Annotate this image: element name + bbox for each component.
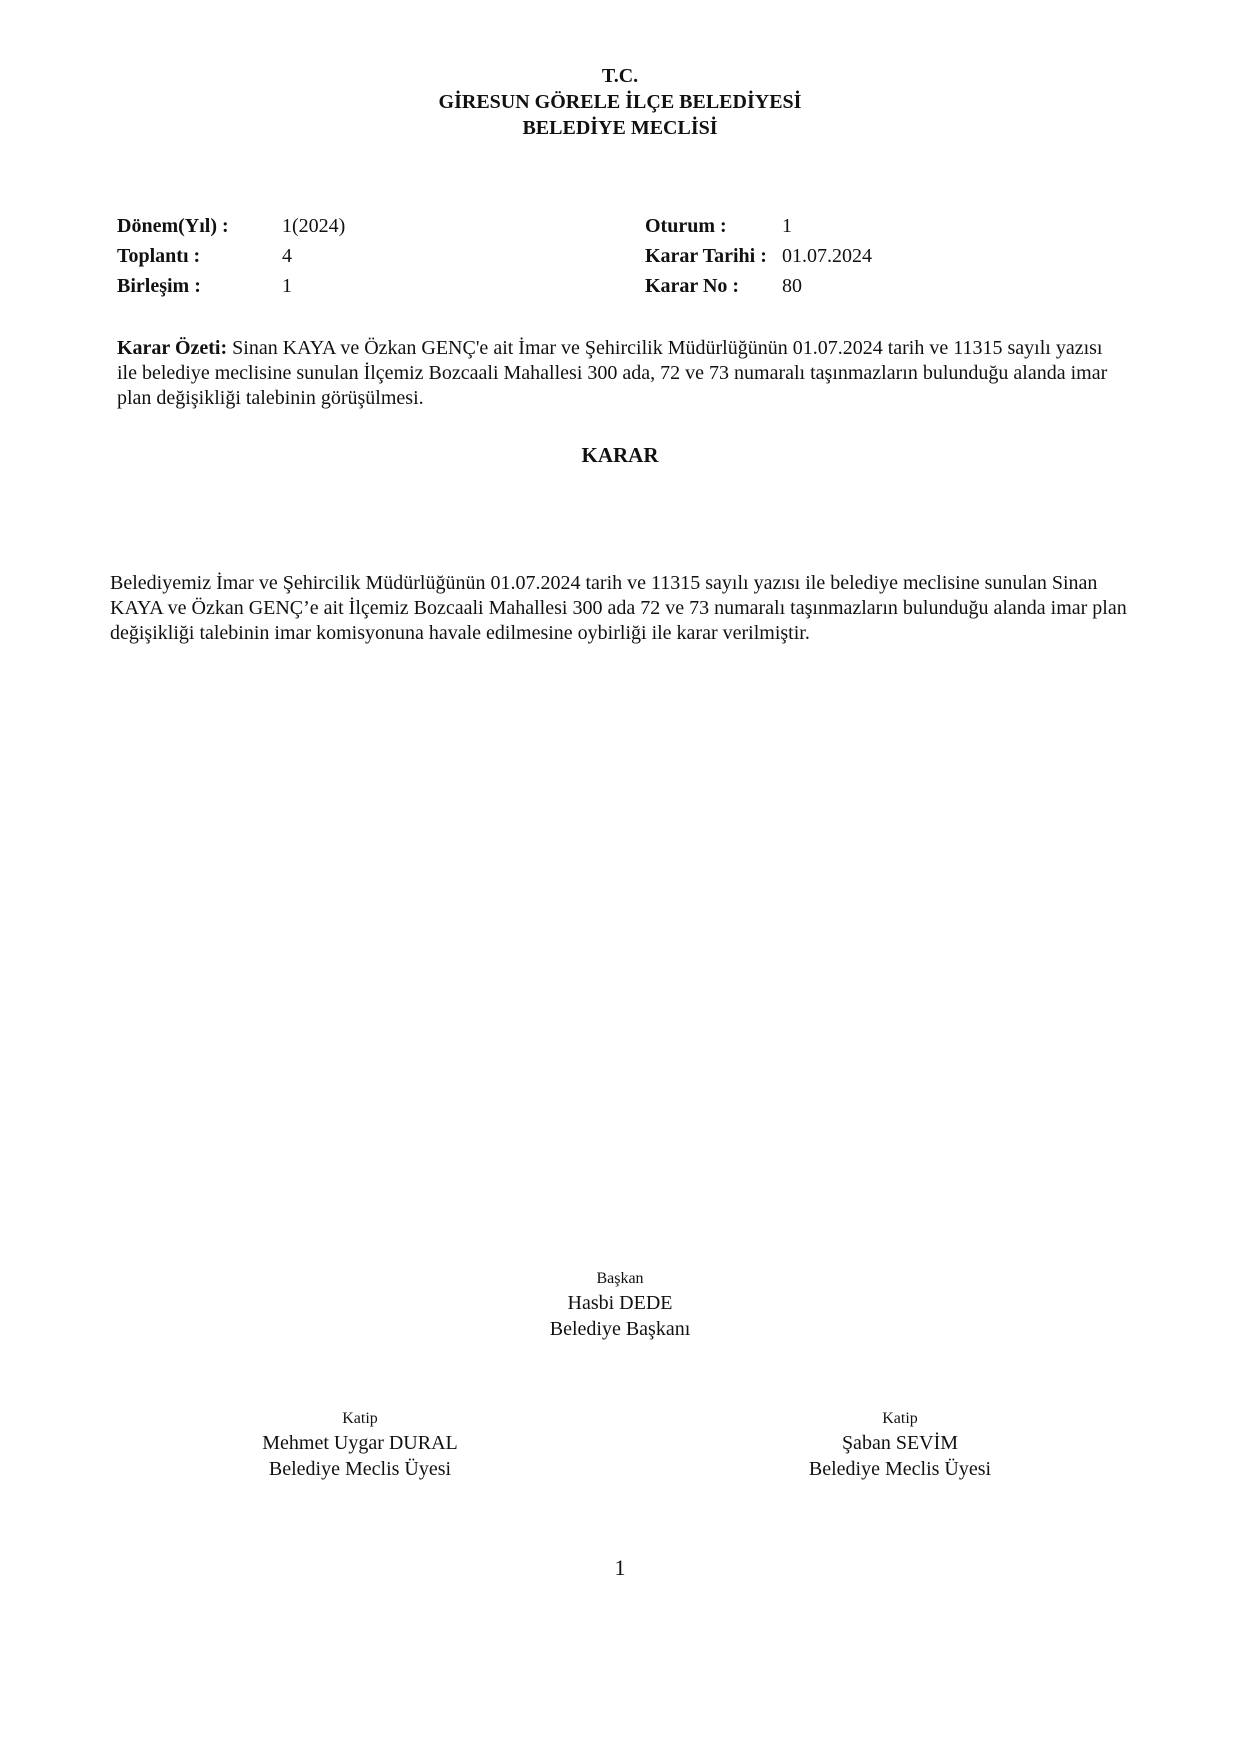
- header-line-tc: T.C.: [601, 65, 639, 87]
- document-header: [0, 63, 1240, 141]
- karar-tarihi-value: 01.07.2024: [782, 245, 872, 267]
- header-line-council: BELEDİYE MECLİSİ: [522, 117, 718, 139]
- header-line-municipality: GİRESUN GÖRELE İLÇE BELEDİYESİ: [438, 91, 802, 113]
- oturum-value: 1: [782, 215, 792, 237]
- clerk-left-title: Belediye Meclis Üyesi: [268, 1458, 452, 1480]
- clerk-left-name: Mehmet Uygar DURAL: [262, 1432, 458, 1454]
- decision-text: Belediyemiz İmar ve Şehircilik Müdürlüğünün 01.07.2024 tarih ve 11315 sayılı yazısı ile belediye meclisine sunulan Sinan KAYA ve Özkan GENÇ’e ait İlçemiz Bozcaali Mahallesi 300 ada 72 ve 73 numaralı taşınmazların bulunduğu alanda imar plan değişikliği talebinin imar komisyonuna havale edilmesine oybirliği ile karar verilmiştir.: [110, 572, 1127, 644]
- president-role: Başkan: [596, 1270, 644, 1287]
- page-number: 1: [614, 1555, 626, 1580]
- decision-summary: [117, 336, 1117, 411]
- decision-title: KARAR: [581, 443, 659, 467]
- clerk-right-title: Belediye Meclis Üyesi: [808, 1458, 992, 1480]
- karar-no-label: Karar No :: [645, 275, 740, 297]
- toplanti-label: Toplantı :: [117, 245, 201, 267]
- birlesim-label: Birleşim :: [117, 275, 201, 297]
- toplanti-value: 4: [282, 245, 292, 267]
- karar-no-value: 80: [782, 275, 802, 297]
- signature-clerk-left: [220, 1408, 500, 1482]
- signature-clerk-right: [760, 1408, 1040, 1482]
- birlesim-value: 1: [282, 275, 292, 297]
- clerk-right-name: Şaban SEVİM: [841, 1432, 959, 1454]
- donem-value: 1(2024): [282, 215, 346, 237]
- donem-label: Dönem(Yıl) :: [117, 215, 229, 237]
- karar-tarihi-label: Karar Tarihi :: [645, 245, 767, 267]
- clerk-right-role: Katip: [882, 1410, 918, 1427]
- summary-label: Karar Özeti:: [117, 337, 228, 359]
- clerk-left-role: Katip: [342, 1410, 378, 1427]
- president-name: Hasbi DEDE: [567, 1292, 673, 1314]
- oturum-label: Oturum :: [645, 215, 727, 237]
- president-title: Belediye Başkanı: [549, 1318, 691, 1340]
- summary-text: Sinan KAYA ve Özkan GENÇ'e ait İmar ve Şehircilik Müdürlüğünün 01.07.2024 tarih ve 11315 sayılı yazısı ile belediye meclisine sunulan İlçemiz Bozcaali Mahallesi 300 ada, 72 ve 73 numaralı taşınmazların bulunduğu alanda imar plan değişikliği talebinin görüşülmesi.: [117, 337, 1108, 409]
- signature-president: [520, 1268, 720, 1342]
